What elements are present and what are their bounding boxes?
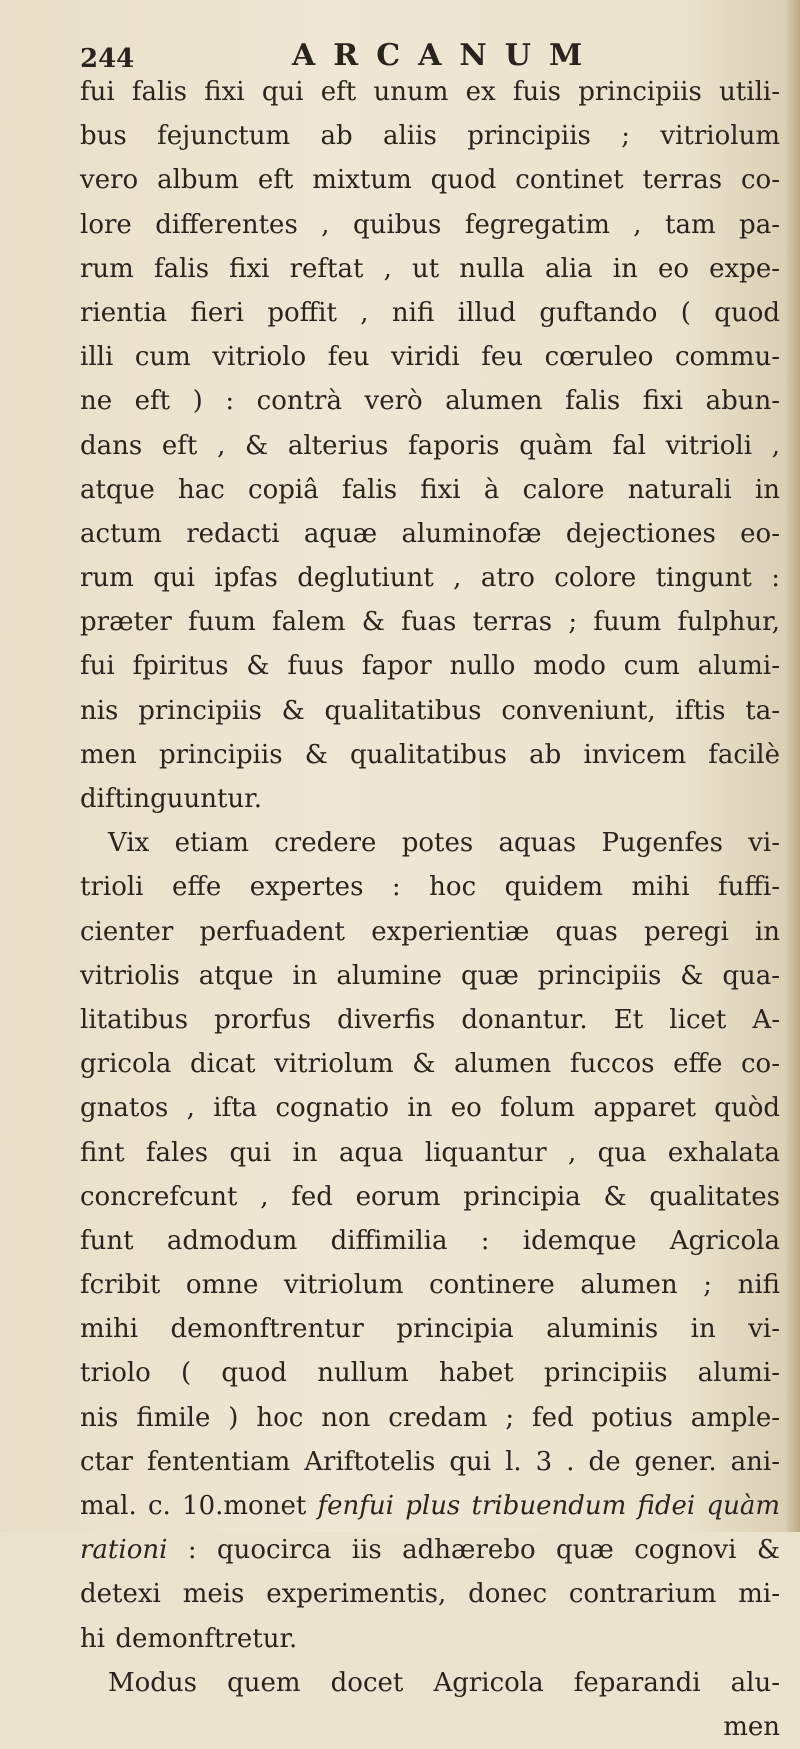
text-line: hi demonftretur. xyxy=(80,1623,298,1654)
body-text xyxy=(80,70,780,1749)
text-line: fui falis fixi qui eft unum ex fuis principiis utili- xyxy=(80,77,780,107)
text-line: atque hac copiâ falis fixi à calore naturali in xyxy=(80,474,780,505)
text-line: fint fales qui in aqua liquantur , qua exhalata xyxy=(80,1137,780,1168)
running-title: ARCANUM xyxy=(292,38,601,73)
text-line: vero album eft mixtum quod continet terras co- xyxy=(80,165,780,196)
text-segment: mal. c. 10.monet xyxy=(80,1491,307,1521)
text-line: triolo ( quod nullum habet principiis alumi- xyxy=(80,1358,780,1389)
paragraph-start-line: Modus quem docet Agricola feparandi alu- xyxy=(108,1667,780,1698)
text-line: diftinguuntur. xyxy=(80,784,262,814)
text-line: illi cum vitriolo feu viridi feu cœruleo commu- xyxy=(80,342,780,373)
italic-quotation: fenfui plus tribuendum fidei quàm xyxy=(317,1491,781,1521)
text-line: nis fimile ) hoc non credam ; fed potius ample- xyxy=(80,1402,780,1433)
text-line: nis principiis & qualitatibus conveniunt, iftis ta- xyxy=(80,695,780,726)
text-line: actum redacti aquæ aluminofæ dejectiones eo- xyxy=(80,518,780,549)
text-line: rientia fieri poffit , nifi illud guftando ( quod xyxy=(80,297,780,328)
text-line: detexi meis experimentis, donec contrarium mi- xyxy=(80,1579,780,1610)
text-line: lore differentes , quibus fegregatim , tam pa- xyxy=(80,209,780,240)
text-line: mihi demonftrentur principia aluminis in vi- xyxy=(80,1314,780,1345)
text-line: rum falis fixi reftat , ut nulla alia in eo expe- xyxy=(80,253,780,284)
text-line: gnatos , ifta cognatio in eo folum apparet quòd xyxy=(80,1093,780,1124)
page-edge xyxy=(786,0,800,1532)
text-line: fcribit omne vitriolum continere alumen ; nifi xyxy=(80,1270,780,1301)
italic-quotation: rationi xyxy=(80,1535,168,1566)
text-line: dans eft , & alterius faporis quàm fal vitrioli , xyxy=(80,430,780,461)
text-line: funt admodum diffimilia : idemque Agricola xyxy=(80,1225,780,1256)
text-line: ctar fententiam Ariftotelis qui l. 3 . de gener. ani- xyxy=(80,1446,780,1477)
page-number: 244 xyxy=(80,44,135,74)
text-line: ne eft ) : contrà verò alumen falis fixi abun- xyxy=(80,386,780,417)
text-segment: : quocirca iis adhærebo quæ cognovi & xyxy=(187,1535,781,1566)
text-line: fui fpiritus & fuus fapor nullo modo cum alumi- xyxy=(80,651,780,682)
catchword: men xyxy=(723,1711,780,1742)
text-line-mixed xyxy=(80,1484,780,1528)
text-line: men principiis & qualitatibus ab invicem facilè xyxy=(80,739,780,770)
text-line: litatibus prorfus diverfis donantur. Et licet A- xyxy=(80,1004,780,1035)
text-line-mixed xyxy=(80,1528,780,1572)
text-line: præter fuum falem & fuas terras ; fuum fulphur, xyxy=(80,607,780,638)
text-line: vitriolis atque in alumine quæ principiis & qua- xyxy=(80,960,780,991)
text-line: rum qui ipfas deglutiunt , atro colore tingunt : xyxy=(80,563,780,594)
text-line: bus fejunctum ab aliis principiis ; vitriolum xyxy=(80,121,780,152)
paragraph-start-line: Vix etiam credere potes aquas Pugenfes vi- xyxy=(108,828,780,859)
text-line: concrefcunt , fed eorum principia & qualitates xyxy=(80,1181,780,1212)
text-line: cienter perfuadent experientiæ quas peregi in xyxy=(80,916,780,947)
text-line: trioli effe expertes : hoc quidem mihi fuffi- xyxy=(80,872,780,903)
text-line: gricola dicat vitriolum & alumen fuccos effe co- xyxy=(80,1049,780,1080)
